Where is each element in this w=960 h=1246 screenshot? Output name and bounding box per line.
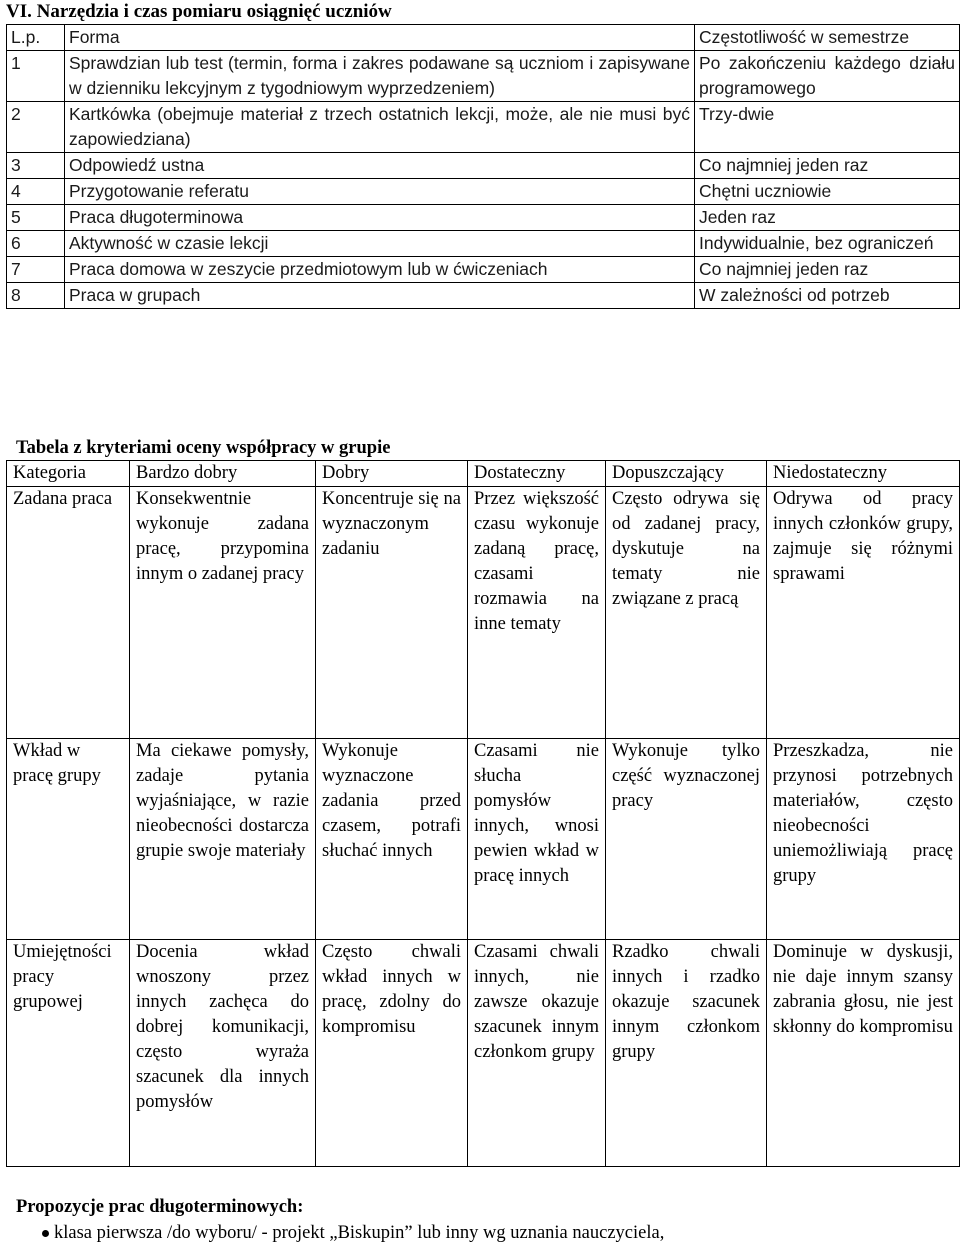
proposal-text: klasa pierwsza /do wyboru/ - projekt „Biskupin” lub inny wg uznania nauczyciela, (54, 1223, 665, 1243)
criteria-row (7, 739, 960, 940)
header-dopuszczajacy: Dopuszczający (606, 461, 767, 487)
row-category: Wkład w pracę grupy (7, 739, 130, 940)
criteria-row (7, 487, 960, 739)
table-row (7, 153, 960, 179)
row-lp: 7 (7, 257, 65, 283)
row-category: Zadana praca (7, 487, 130, 739)
row-form: Praca długoterminowa (65, 205, 695, 231)
bullet-icon (42, 1230, 49, 1237)
criteria-cell: Odrywa od pracy innych członków grupy, zajmuje się różnymi sprawami (767, 487, 960, 739)
row-form: Aktywność w czasie lekcji (65, 231, 695, 257)
table-row (7, 102, 960, 153)
header-frequency: Częstotliwość w semestrze (695, 25, 960, 51)
row-lp: 8 (7, 283, 65, 309)
criteria-cell: Konsekwentnie wykonuje zadana pracę, przypomina innym o zadanej pracy (130, 487, 316, 739)
table-row (7, 51, 960, 102)
row-frequency: Jeden raz (695, 205, 960, 231)
row-form: Odpowiedź ustna (65, 153, 695, 179)
row-frequency: Trzy-dwie (695, 102, 960, 153)
criteria-cell: Rzadko chwali innych i rzadko okazuje szacunek innym członkom grupy (606, 940, 767, 1167)
header-dostateczny: Dostateczny (468, 461, 606, 487)
header-form: Forma (65, 25, 695, 51)
criteria-cell: Wykonuje tylko część wyznaczonej pracy (606, 739, 767, 940)
row-form: Sprawdzian lub test (termin, forma i zakres podawane są uczniom i zapisywane w dzienniku lekcyjnym z tygodniowym wyprzedzeniem) (65, 51, 695, 102)
criteria-cell: Ma ciekawe pomysły, zadaje pytania wyjaśniające, w razie nieobecności dostarcza grupie swoje materiały (130, 739, 316, 940)
criteria-table-title: Tabela z kryteriami oceny współpracy w grupie (16, 438, 391, 458)
row-form: Praca w grupach (65, 283, 695, 309)
criteria-cell: Docenia wkład wnoszony przez innych zachęca do dobrej komunikacji, często wyraża szacunek dla innych pomysłów (130, 940, 316, 1167)
header-dobry: Dobry (316, 461, 468, 487)
criteria-cell: Czasami chwali innych, nie zawsze okazuje szacunek innym członkom grupy (468, 940, 606, 1167)
table-row (7, 205, 960, 231)
row-form: Praca domowa w zeszycie przedmiotowym lub w ćwiczeniach (65, 257, 695, 283)
row-lp: 2 (7, 102, 65, 153)
criteria-row (7, 940, 960, 1167)
row-frequency: Indywidualnie, bez ograniczeń (695, 231, 960, 257)
header-bardzo-dobry: Bardzo dobry (130, 461, 316, 487)
criteria-cell: Często chwali wkład innych w pracę, zdolny do kompromisu (316, 940, 468, 1167)
row-lp: 1 (7, 51, 65, 102)
row-form: Kartkówka (obejmuje materiał z trzech ostatnich lekcji, może, ale nie musi być zapowiedziana) (65, 102, 695, 153)
criteria-cell: Często odrywa się od zadanej pracy, dyskutuje na tematy nie związane z pracą (606, 487, 767, 739)
section-title: VI. Narzędzia i czas pomiaru osiągnięć uczniów (6, 1, 392, 22)
row-category: Umiejętności pracy grupowej (7, 940, 130, 1167)
table-row (7, 257, 960, 283)
table-row (7, 283, 960, 309)
header-niedostateczny: Niedostateczny (767, 461, 960, 487)
row-lp: 6 (7, 231, 65, 257)
proposals-title: Propozycje prac długoterminowych: (16, 1197, 304, 1217)
row-lp: 3 (7, 153, 65, 179)
row-form: Przygotowanie referatu (65, 179, 695, 205)
list-item (54, 1221, 664, 1245)
table-header-row (7, 25, 960, 51)
criteria-cell: Przeszkadza, nie przynosi potrzebnych materiałów, często nieobecności uniemożliwiają pracę grupy (767, 739, 960, 940)
table-row (7, 179, 960, 205)
criteria-cell: Przez większość czasu wykonuje zadaną pracę, czasami rozmawia na inne tematy (468, 487, 606, 739)
row-lp: 5 (7, 205, 65, 231)
tools-table (6, 24, 960, 309)
row-frequency: Chętni uczniowie (695, 179, 960, 205)
row-lp: 4 (7, 179, 65, 205)
row-frequency: Co najmniej jeden raz (695, 257, 960, 283)
criteria-cell: Czasami nie słucha pomysłów innych, wnosi pewien wkład w pracę innych (468, 739, 606, 940)
row-frequency: W zależności od potrzeb (695, 283, 960, 309)
criteria-cell: Koncentruje się na wyznaczonym zadaniu (316, 487, 468, 739)
table-row (7, 231, 960, 257)
criteria-table (6, 460, 960, 1167)
criteria-cell: Wykonuje wyznaczone zadania przed czasem, potrafi słuchać innych (316, 739, 468, 940)
row-frequency: Co najmniej jeden raz (695, 153, 960, 179)
criteria-cell: Dominuje w dyskusji, nie daje innym szansy zabrania głosu, nie jest skłonny do kompromisu (767, 940, 960, 1167)
row-frequency: Po zakończeniu każdego działu programowego (695, 51, 960, 102)
header-kategoria: Kategoria (7, 461, 130, 487)
criteria-header-row (7, 461, 960, 487)
header-lp: L.p. (7, 25, 65, 51)
